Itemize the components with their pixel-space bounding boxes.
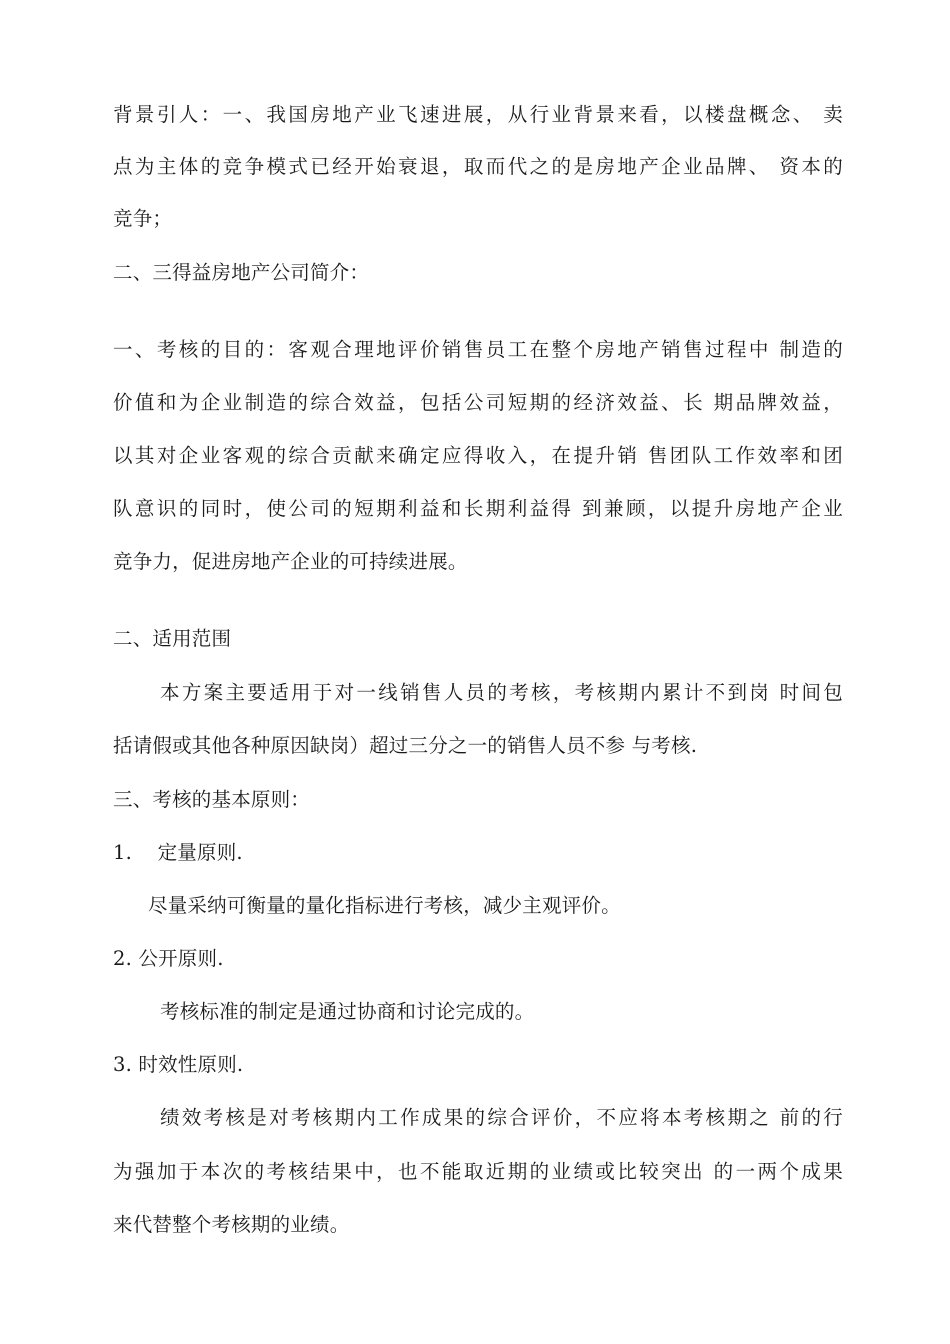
intro-line-2: 点为主体的竞争模式已经开始衰退，取而代之的是房地产企业品牌、 资本的: [113, 155, 843, 178]
principle-3-body-line-2: 为强加于本次的考核结果中，也不能取近期的业绩或比较突出 的一两个成果: [113, 1160, 843, 1183]
section3-heading: 三、考核的基本原则：: [113, 788, 311, 811]
principle-3-body-line-3: 来代替整个考核期的业绩。: [113, 1213, 350, 1236]
intro-line-1: 背景引人：一、我国房地产业飞速进展，从行业背景来看，以楼盘概念、 卖: [113, 103, 843, 126]
intro-line-3: 竞争；: [113, 207, 173, 230]
section2-line-2: 括请假或其他各种原因缺岗）超过三分之一的销售人员不参 与考核.: [113, 734, 698, 757]
principle-3-body-line-1: 绩效考核是对考核期内工作成果的综合评价，不应将本考核期之 前的行: [160, 1106, 843, 1129]
principle-2-title: 2. 公开原则.: [113, 947, 224, 970]
principle-2-body: 考核标准的制定是通过协商和讨论完成的。: [160, 1000, 535, 1023]
principle-3-title: 3. 时效性原则.: [113, 1053, 244, 1076]
principle-1-title: 1. 定量原则.: [113, 841, 243, 864]
section2-line-1: 本方案主要适用于对一线销售人员的考核，考核期内累计不到岗 时间包: [160, 681, 843, 704]
company-intro-heading: 二、三得益房地产公司简介：: [113, 261, 370, 284]
section2-heading: 二、适用范围: [113, 627, 232, 650]
section1-line-1: 一、考核的目的：客观合理地评价销售员工在整个房地产销售过程中 制造的: [113, 338, 843, 361]
section1-line-2: 价值和为企业制造的综合效益，包括公司短期的经济效益、长 期品牌效益，: [113, 391, 843, 414]
section1-line-3: 以其对企业客观的综合贡献来确定应得收入，在提升销 售团队工作效率和团: [113, 444, 843, 467]
section1-line-4: 队意识的同时，使公司的短期利益和长期利益得 到兼顾，以提升房地产企业: [113, 497, 843, 520]
principle-1-body: 尽量采纳可衡量的量化指标进行考核，减少主观评价。: [148, 894, 621, 917]
section1-line-5: 竞争力，促进房地产企业的可持续进展。: [113, 550, 468, 573]
